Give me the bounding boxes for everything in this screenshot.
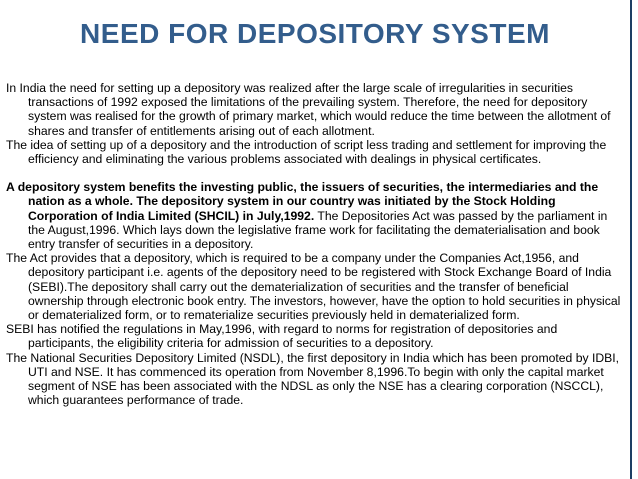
paragraph-idea: The idea of setting up of a depository and the introduction of script less trading and settlement for improving the efficiency and eliminating the various problems associated with dealings in physical certificates. [6, 137, 607, 167]
paragraph-nsdl: The National Securities Depository Limited (NSDL), the first depository in India which has been promoted by IDBI, UTI and NSE. It has commenced its operation from November 8,1996.To begin with only the capital market segment of NSE has been associated with the NDSL as only the NSE has a clearing corporation (NSCCL), which guarantees performance of trade. [6, 350, 620, 408]
benefits-text: The Depositories Act was passed by the parliament in the August,1996. Which lays down the legislative frame work for facilitating the dematerialisation and book entry transfer of securities in a depository. [28, 208, 608, 252]
paragraph-benefits [6, 180, 623, 251]
slide-body [6, 81, 623, 407]
paragraph-act: The Act provides that a depository, which is required to be a company under the Companies Act,1956, and depository participant i.e. agents of the depository need to be registered with Stock Exchange Board of India (SEBI).The depository shall carry out the dematerialization of securities and the transfer of beneficial ownership through electronic book entry. The investors, however, have the option to hold securities in physical or dematerialized form, or to rematerialize securities previously held in dematerialized form. [6, 251, 621, 323]
slide-title: NEED FOR DEPOSITORY SYSTEM [80, 18, 550, 49]
paragraph-need: In India the need for setting up a depository was realized after the large scale of irregularities in securities transactions of 1992 exposed the limitations of the prevailing system. Therefore, the need for depository system was realised for the growth of primary market, which would reduce the time between the allotment of shares and transfer of entitlements arising out of each allotment. [6, 81, 611, 138]
slide-border [630, 0, 632, 479]
paragraph-sebi: SEBI has notified the regulations in May,1996, with regard to norms for registration of depositories and participants, the eligibility criteria for admission of securities to a depository. [6, 322, 558, 351]
benefits-bold-text: A depository system benefits the investing public, the issuers of securities, the intermediaries and the nation as a whole. The depository system in our country was initiated by the Stock Holding Corporation of India Limited (SHCIL) in July,1992. [6, 180, 599, 223]
